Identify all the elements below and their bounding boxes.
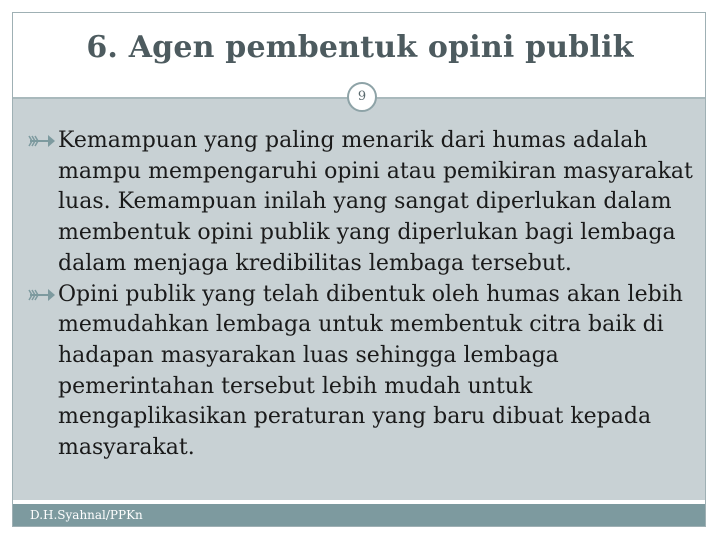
slide-title: 6. Agen pembentuk opini publik bbox=[86, 30, 634, 65]
bullet-text: Opini publik yang telah dibentuk oleh humas akan lebih memudahkan lembaga untuk membentuk citra baik di hadapan masyarakan luas sehingga lembaga pemerintahan tersebut lebih mudah untuk mengaplikasikan peraturan yang baru dibuat kepada masyarakat. bbox=[58, 281, 683, 461]
feather-arrow-icon bbox=[28, 129, 56, 153]
feather-arrow-icon bbox=[28, 283, 56, 307]
footer-text: D.H.Syahnal/PPKn bbox=[30, 508, 143, 522]
bullet-item-2 bbox=[28, 280, 700, 464]
page-number-badge: 9 bbox=[347, 82, 377, 112]
bullet-list bbox=[28, 126, 700, 464]
bullet-item-1 bbox=[28, 126, 700, 280]
bullet-text: Kemampuan yang paling menarik dari humas adalah mampu mempengaruhi opini atau pemikiran masyarakat luas. Kemampuan inilah yang sangat diperlukan dalam membentuk opini publik yang diperlukan bagi lembaga dalam menjaga kredibilitas lembaga tersebut. bbox=[58, 128, 693, 276]
